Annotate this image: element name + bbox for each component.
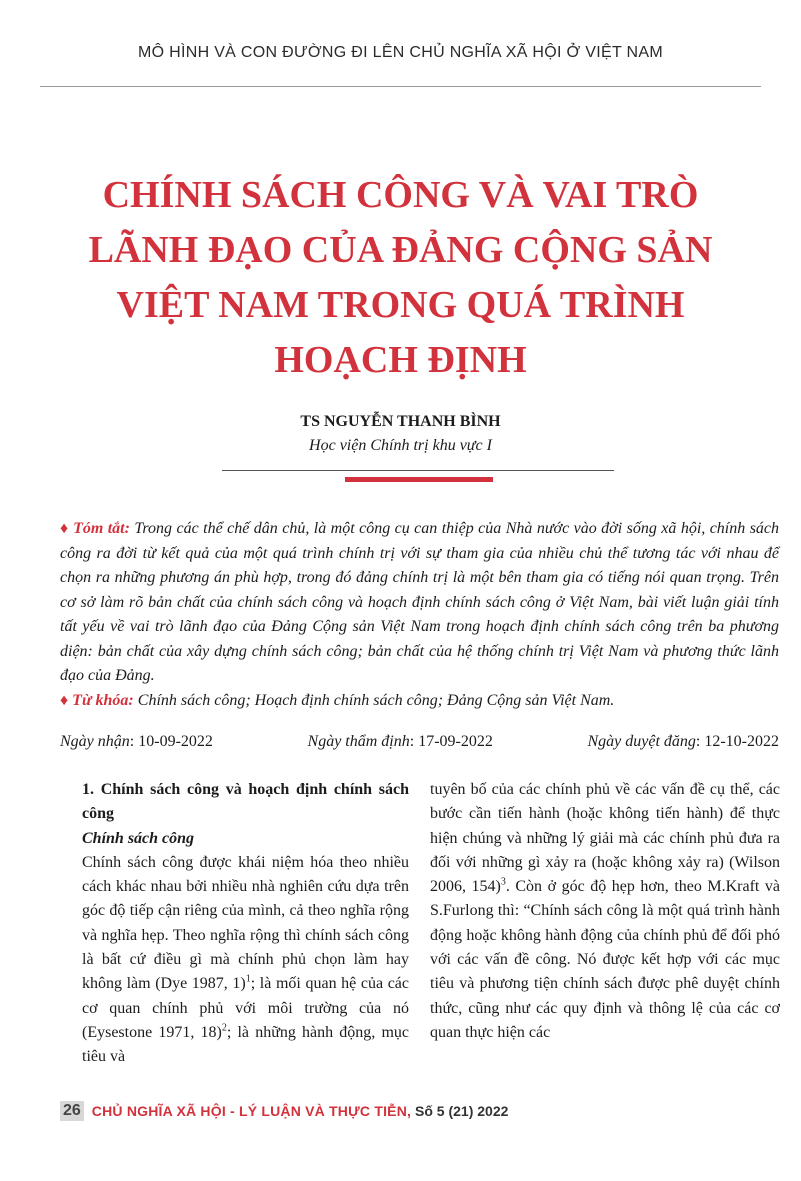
paragraph-text: tuyên bố của các chính phủ về các vấn đề cụ thể, các bước cần tiến hành (hoặc không tiến hành) để thực hiện chúng và những lý giải mà các chính phủ đưa ra đối với những gì xảy ra (hoặc không xảy ra) (Wilson 2006, 154) [430, 781, 780, 896]
header-rule [40, 86, 761, 87]
body-paragraph [82, 851, 409, 1070]
footnote-ref: 3 [500, 876, 506, 888]
title-line: HOẠCH ĐỊNH [274, 339, 527, 381]
date-accepted: Ngày duyệt đăng: 12-10-2022 [587, 733, 779, 750]
keywords [60, 689, 779, 714]
date-reviewed-label: Ngày thẩm định [307, 733, 410, 750]
author-name: TS NGUYỄN THANH BÌNH [300, 413, 501, 430]
keywords-text: Chính sách công; Hoạch định chính sách công; Đảng Cộng sản Việt Nam. [137, 691, 615, 709]
title-divider [222, 470, 614, 471]
journal-name: CHỦ NGHĨA XÃ HỘI - LÝ LUẬN VÀ THỰC TIỄN, [91, 1103, 412, 1119]
body-column-left [82, 778, 409, 1070]
abstract-block [60, 517, 779, 713]
body-column-right [430, 778, 780, 1045]
abstract-label: Tóm tắt: [73, 520, 130, 537]
page-number: 26 [60, 1101, 84, 1121]
title-line: VIỆT NAM TRONG QUÁ TRÌNH [116, 284, 685, 326]
journal-issue [411, 1103, 508, 1119]
section-heading: 1. Chính sách công và hoạch định chính sách công [82, 781, 409, 823]
title-line: CHÍNH SÁCH CÔNG VÀ VAI TRÒ [102, 174, 699, 216]
date-received-label: Ngày nhận [60, 733, 130, 750]
paragraph-text: . Còn ở góc độ hẹp hơn, theo M.Kraft và S.Furlong thì: “Chính sách công là một quá trình hành động hoặc không hành động của chính phủ để đối phó với các vấn đề công. Nó được kết hợp với các mục tiêu và phương tiện chính sách được phê duyệt chính thức, cũng như các quy định và thông lệ của các cơ quan thực hiện các [430, 878, 780, 1041]
author-affiliation: Học viện Chính trị khu vực I [309, 437, 492, 454]
paragraph-text: ; là mối quan hệ của các cơ quan chính phủ với môi trường của nó (Eysestone 1971, 18) [82, 975, 409, 1041]
date-reviewed: Ngày thẩm định: 17-09-2022 [307, 733, 493, 750]
title-line: LÃNH ĐẠO CỦA ĐẢNG CỘNG SẢN [88, 229, 713, 271]
footnote-ref: 2 [221, 1022, 227, 1034]
body-paragraph [430, 778, 780, 1045]
date-received-value: 10-09-2022 [138, 733, 213, 750]
paragraph-text: Chính sách công được khái niệm hóa theo nhiều cách khác nhau bởi nhiều nhà nghiên cứu dựa trên góc độ tiếp cận riêng của mình, cả theo nghĩa rộng và nghĩa hẹp. Theo nghĩa rộng thì chính sách công là bất cứ điều gì mà chính phủ chọn làm hay không làm (Dye 1987, 1) [82, 853, 409, 993]
diamond-bullet-icon: ♦ [60, 691, 69, 709]
abstract-text: Trong các thể chế dân chủ, là một công cụ can thiệp của Nhà nước vào đời sống xã hội, chính sách công ra đời từ kết quả của một quá trình chính trị với sự tham gia của nhiều chủ thể tương tác với nhau để chọn ra những phương án phù hợp, trong đó đảng chính trị là một bên tham gia có tiếng nói quan trọng. Trên cơ sở làm rõ bản chất của chính sách công và hoạch định chính sách công ở Việt Nam, bài viết luận giải tính tất yếu về vai trò lãnh đạo của Đảng Cộng sản Việt Nam trong hoạch định chính sách công trên ba phương diện: bản chất của xây dựng chính sách công; bản chất của hệ thống chính trị Việt Nam và phương thức lãnh đạo của Đảng. [60, 520, 780, 684]
page-footer [60, 1100, 508, 1122]
subheading: Chính sách công [82, 829, 195, 847]
diamond-bullet-icon: ♦ [60, 520, 69, 537]
journal-issue-text: Số 5 (21) 2022 [415, 1103, 509, 1119]
date-reviewed-value: 17-09-2022 [418, 733, 493, 750]
date-received: Ngày nhận: 10-09-2022 [60, 733, 213, 750]
keywords-label: Từ khóa: [72, 691, 134, 709]
footnote-ref: 1 [245, 974, 251, 986]
abstract [60, 517, 779, 689]
paragraph-text: ; là những hành động, mục tiêu và [82, 1023, 410, 1066]
article-dates [60, 733, 779, 751]
date-accepted-label: Ngày duyệt đăng [587, 733, 696, 750]
divider-accent-bar [345, 477, 493, 482]
article-title [60, 168, 741, 388]
running-head: MÔ HÌNH VÀ CON ĐƯỜNG ĐI LÊN CHỦ NGHĨA XÃ HỘI Ở VIỆT NAM [138, 44, 663, 61]
date-accepted-value: 12-10-2022 [704, 733, 779, 750]
